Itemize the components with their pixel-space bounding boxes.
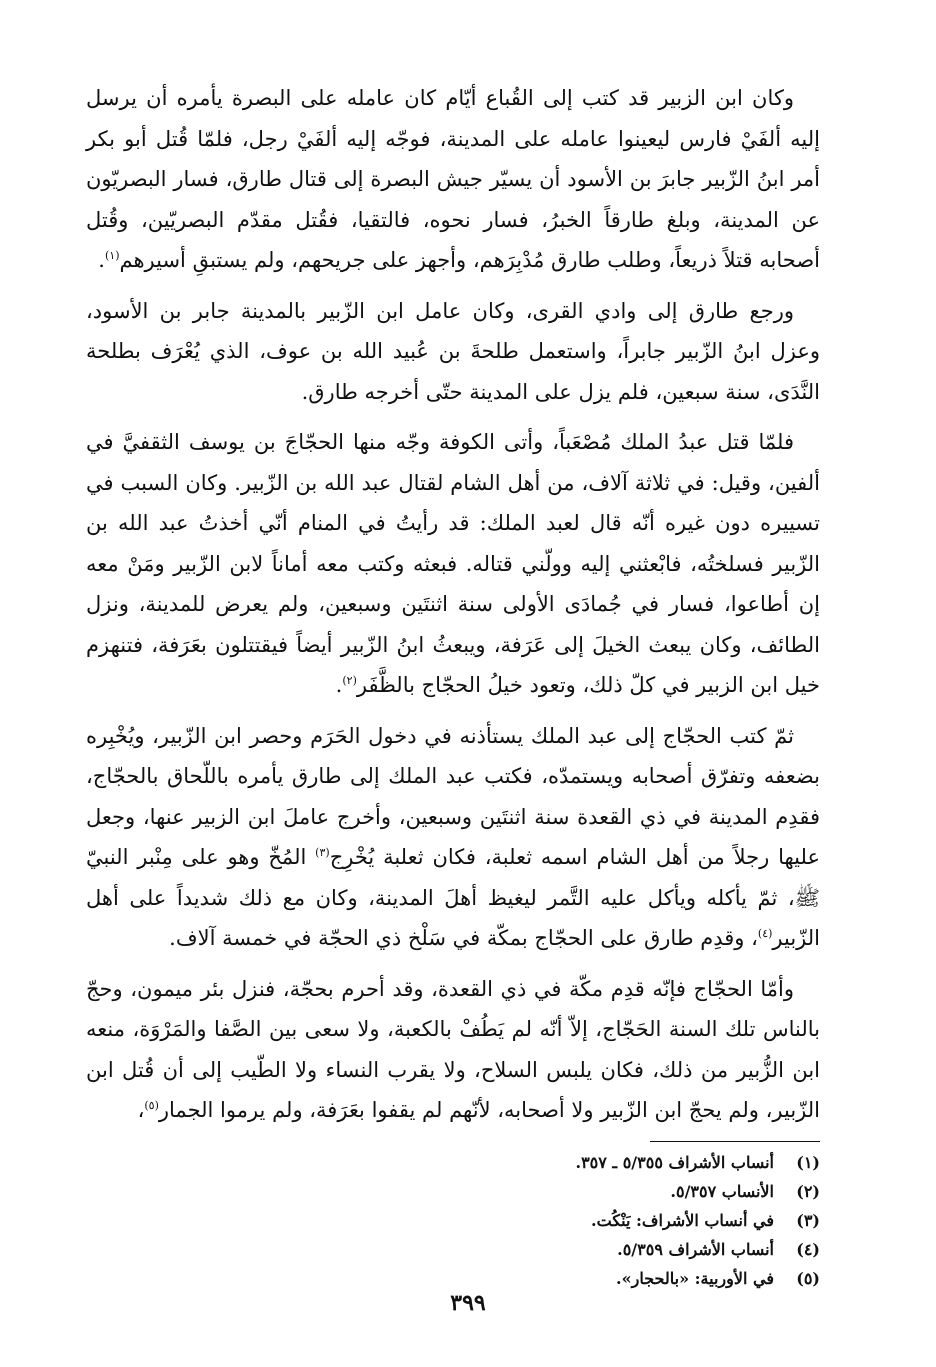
paragraph-3 — [86, 422, 820, 706]
footnote-1 — [86, 1148, 820, 1177]
footnote-text: الأنساب ٥/٣٥٧. — [670, 1181, 774, 1201]
paragraph-4 — [86, 716, 820, 959]
footnote-marker-5: (٥) — [144, 1099, 159, 1112]
paragraph-2-text: ورجع طارق إلى وادي القرى، وكان عامل ابن الزّبير بالمدينة جابر بن الأسود، وعزل ابنُ الزّبير جابراً، واستعمل طلحةَ بن عُبيد الله بن عوف، الذي يُعْرَف بطلحة النَّدَى، سنة سبعين، فلم يزل على المدينة حتّى أخرجه طارق. — [86, 298, 821, 404]
paragraph-1-text: وكان ابن الزبير قد كتب إلى القُباع أيّام كان عامله على البصرة يأمره أن يرسل إليه ألفَيْ فارس ليعينوا عامله على المدينة، فوجّه إليه ألفَيْ رجل، فلمّا قُتل أبو بكر أمر ابنُ الزّبير جابرَ بن الأسود أن يسيّر جيش البصرة إلى قتال طارق، فسار البصريّون عن المدينة، وبلغ طارقاً الخبرُ، فسار نحوه، فالتقيا، فقُتل مقدّم البصريّين، وقُتل أصحابه قتلاً ذريعاً، وطلب طارق مُدْبِرَهم، وأجهز على جريحهم، ولم يستبقِ أسيرهم — [86, 86, 821, 272]
footnote-text: في أنساب الأشراف: يَنْكُت. — [591, 1210, 774, 1230]
paragraph-3-end: . — [335, 673, 343, 697]
footnote-text: أنساب الأشراف ٥/٣٥٥ ـ ٣٥٧. — [575, 1152, 774, 1172]
footnote-marker-4: (٤) — [757, 927, 773, 940]
footnote-number: (٥) — [796, 1268, 820, 1288]
paragraph-4-continuation: المُخّ وهو على مِنْبر النبيّ ﷺ، ثمّ يأكله ويأكل عليه التَّمر ليغيظ أهلَ المدينة، وكان مع ذلك شديداً على أهل الزّبير — [86, 845, 820, 950]
footnote-4 — [86, 1235, 820, 1264]
page-number: ٣٩٩ — [450, 1290, 486, 1316]
footnote-5 — [86, 1264, 820, 1293]
paragraph-5-end: ، — [137, 1098, 145, 1122]
paragraph-4-end: ، وقدِم طارق على الحجّاج بمكّة في سَلْخ ذي الحجّة في خمسة آلاف. — [169, 926, 758, 950]
paragraph-2 — [86, 291, 820, 413]
footnote-2 — [86, 1177, 820, 1206]
footnote-marker-2: (٢) — [342, 674, 357, 687]
footnote-text: أنساب الأشراف ٥/٣٥٩. — [617, 1239, 774, 1259]
page-body — [86, 78, 820, 1293]
footnote-divider — [650, 1141, 820, 1142]
footnote-marker-3: (٣) — [315, 846, 330, 859]
footnotes-list — [86, 1148, 820, 1293]
footnote-number: (١) — [796, 1152, 820, 1172]
footnote-number: (٣) — [796, 1210, 820, 1230]
paragraph-1 — [86, 78, 820, 281]
paragraph-3-text: فلمّا قتل عبدُ الملك مُصْعَباً، وأتى الكوفة وجّه منها الحجّاجَ بن يوسف الثقفيَّ في ألفين، وقيل: في ثلاثة آلاف، من أهل الشام لقتال عبد الله بن الزّبير. وكان السبب في تسييره دون غيره أنّه قال لعبد الملك: قد رأيتُ في المنام أنّي أخذتُ عبد الله بن الزّبير فسلختُه، فابْعثني إليه وولّني قتاله. فبعثه وكتب معه أماناً لابن الزّبير ومَنْ معه إن أطاعوا، فسار في جُمادَى الأولى سنة اثنتَين وسبعين، ولم يعرض للمدينة، ونزل الطائف، وكان يبعث الخيلَ إلى عَرَفة، ويبعثُ ابنُ الزّبير أيضاً فيقتتلون بعَرَفة، فتنهزم خيل ابن الزبير في كلّ ذلك، وتعود خيلُ الحجّاج بالظَّفَر — [86, 430, 820, 697]
paragraph-5-text: وأمّا الحجّاج فإنّه قدِم مكّة في ذي القعدة، وقد أحرم بحجّة، فنزل بئر ميمون، وحجّ بالناس تلك السنة الحَجّاج، إلاّ أنّه لم يَطُفْ بالكعبة، ولا سعى بين الصَّفا والمَرْوَة، منعه ابن الزُّبير من ذلك، فكان يلبس السلاح، ولا يقرب النساء ولا الطّيب إلى أن قُتل ابن الزّبير، ولم يحجّ ابن الزّبير ولا أصحابه، لأنّهم لم يقفوا بعَرَفة، ولم يرموا الجمار — [86, 976, 820, 1122]
footnote-3 — [86, 1206, 820, 1235]
paragraph-5 — [86, 969, 820, 1131]
footnote-marker-1: (١) — [104, 249, 120, 262]
footnote-text: في الأوربية: «بالحجار». — [616, 1268, 774, 1288]
footnote-number: (٢) — [796, 1181, 820, 1201]
paragraph-1-end: . — [98, 248, 105, 272]
footnote-number: (٤) — [796, 1239, 820, 1259]
paragraph-4-text: ثمّ كتب الحجّاج إلى عبد الملك يستأذنه في دخول الحَرَم وحصر ابن الزّبير، ويُخْبِره بضعفه وتفرّق أصحابه ويستمدّه، فكتب عبد الملك إلى طارق يأمره باللّحاق بالحجّاج، فقدِم المدينة في ذي القعدة سنة اثنتَين وسبعين، وأخرج عاملَ ابن الزبير عنها، وجعل عليها رجلاً من أهل الشام اسمه ثعلبة، فكان ثعلبة يُخْرِج — [86, 723, 820, 869]
